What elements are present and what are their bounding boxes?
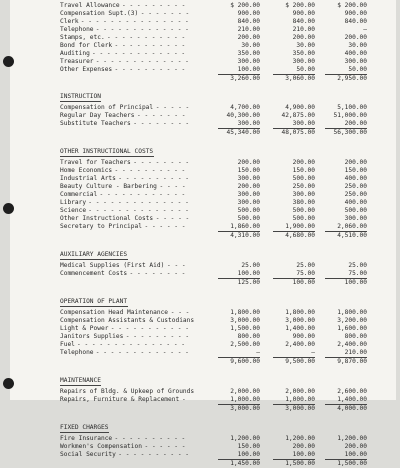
leader-dashes: - - - - - - - - <box>129 270 186 277</box>
row-amount: 1,500.00 <box>230 325 260 332</box>
row-amount: 800.00 <box>237 333 260 340</box>
budget-row <box>60 159 390 167</box>
leader-dashes: - - - - - - - - - <box>122 2 186 9</box>
row-amount: 3,000.00 <box>230 317 260 324</box>
row-label: Medical Supplies (First Aid) <box>60 262 165 269</box>
row-amount: 900.00 <box>344 10 367 17</box>
row-label: Travel for Teachers <box>60 159 131 166</box>
row-amount: 300.00 <box>292 58 315 65</box>
row-amount: 200.00 <box>237 183 260 190</box>
row-amount: 300.00 <box>344 58 367 65</box>
total-amount: 1,500.00 <box>337 460 367 467</box>
row-amount: 100.00 <box>237 451 260 458</box>
row-amount: 200.00 <box>344 34 367 41</box>
row-label: Regular Day Teachers <box>60 112 135 119</box>
row-amount: 500.00 <box>237 207 260 214</box>
budget-row <box>60 26 390 34</box>
row-label: Telephone <box>60 349 94 356</box>
leader-dashes: - - - - - - - - - - - <box>107 34 186 41</box>
leader-dashes: - - - - <box>159 183 186 190</box>
total-amount: 1,450.00 <box>230 460 260 467</box>
row-amount: 2,400.00 <box>337 341 367 348</box>
row-amount: 3,200.00 <box>337 317 367 324</box>
punch-hole-middle <box>3 203 14 214</box>
row-amount: 400.00 <box>344 50 367 57</box>
row-amount: 200.00 <box>344 120 367 127</box>
row-amount: 2,060.00 <box>337 223 367 230</box>
total-amount: 3,000.00 <box>285 405 315 412</box>
row-amount: 1,000.00 <box>230 396 260 403</box>
row-label: Library <box>60 199 87 206</box>
row-amount: 210.00 <box>237 26 260 33</box>
row-amount: 1,600.00 <box>337 325 367 332</box>
budget-row <box>60 333 390 341</box>
row-amount: 150.00 <box>237 167 260 174</box>
row-amount: 400.00 <box>344 199 367 206</box>
row-amount: 250.00 <box>344 183 367 190</box>
row-label: Repairs, Furniture & Replacement <box>60 396 180 403</box>
total-amount: 100.00 <box>292 279 315 286</box>
row-amount: 100.00 <box>237 270 260 277</box>
row-label: Secretary to Principal <box>60 223 142 230</box>
row-amount: — <box>256 349 260 356</box>
row-amount: $ 200.00 <box>230 2 260 9</box>
row-label: Fire Insurance <box>60 435 113 442</box>
budget-row <box>60 58 390 66</box>
budget-row <box>60 451 390 459</box>
row-amount: $ 200.00 <box>285 2 315 9</box>
total-amount: 56,300.00 <box>333 129 367 136</box>
row-label: Commercial <box>60 191 98 198</box>
row-amount: 1,200.00 <box>285 435 315 442</box>
leader-dashes: - - - - - - - - - - <box>118 451 190 458</box>
row-amount: $ 200.00 <box>337 2 367 9</box>
leader-dashes: - - - - - - <box>144 443 186 450</box>
row-label: Bond for Clerk <box>60 42 113 49</box>
budget-row <box>60 341 390 349</box>
budget-row <box>60 207 390 215</box>
row-amount: 42,875.00 <box>281 112 315 119</box>
total-amount: 4,680.00 <box>285 232 315 239</box>
row-amount: 1,800.00 <box>230 309 260 316</box>
row-amount: 2,000.00 <box>230 388 260 395</box>
budget-row <box>60 396 390 404</box>
leader-dashes: - - - - - - - - - - - - - <box>95 58 189 65</box>
row-amount: 75.00 <box>348 270 367 277</box>
row-amount: 500.00 <box>237 215 260 222</box>
row-amount: 1,800.00 <box>337 309 367 316</box>
row-amount: 300.00 <box>237 120 260 127</box>
leader-dashes: - - - - - <box>155 104 190 111</box>
budget-row <box>60 167 390 175</box>
leader-dashes: - - - - - <box>155 215 190 222</box>
row-amount: 2,600.00 <box>337 388 367 395</box>
row-label: Social Security <box>60 451 116 458</box>
total-amount: 4,000.00 <box>337 405 367 412</box>
section-heading-text: FIXED CHARGES <box>60 424 109 431</box>
heading-underline <box>60 385 101 386</box>
section-heading <box>60 251 390 259</box>
row-amount: 840.00 <box>292 18 315 25</box>
row-amount: 200.00 <box>344 443 367 450</box>
row-amount: 210.00 <box>344 349 367 356</box>
row-amount: 210.00 <box>292 26 315 33</box>
row-amount: 350.00 <box>292 50 315 57</box>
row-amount: 2,500.00 <box>230 341 260 348</box>
budget-row <box>60 104 390 112</box>
budget-row <box>60 191 390 199</box>
leader-dashes: - - - - - - - - - - - - - <box>95 349 189 356</box>
row-label: Beauty Culture - Barbering <box>60 183 157 190</box>
row-label: Light & Power <box>60 325 109 332</box>
leader-dashes: - - - - - - - - - - <box>118 175 190 182</box>
row-amount: 51,000.00 <box>333 112 367 119</box>
leader-dashes: - - - - - - - - - - <box>114 42 186 49</box>
budget-row <box>60 262 390 270</box>
row-amount: 900.00 <box>237 10 260 17</box>
total-amount: 9,500.00 <box>285 358 315 365</box>
row-amount: 800.00 <box>344 333 367 340</box>
section-total <box>60 405 390 413</box>
budget-row <box>60 270 390 278</box>
leader-dashes: - - - - - - - - <box>133 120 190 127</box>
row-amount: 30.00 <box>348 42 367 49</box>
leader-dashes: - - - - - - - - - - - - <box>99 191 186 198</box>
row-label: Travel Allowance <box>60 2 120 9</box>
row-amount: 150.00 <box>237 443 260 450</box>
budget-row <box>60 388 390 396</box>
leader-dashes: - - - - - - - - - - <box>114 66 186 73</box>
total-amount: 3,060.00 <box>285 75 315 82</box>
row-label: Compensation Assistants & Custodians <box>60 317 195 324</box>
budget-row <box>60 10 390 18</box>
row-amount: 300.00 <box>292 191 315 198</box>
row-amount: 3,000.00 <box>285 317 315 324</box>
heading-underline <box>60 306 128 307</box>
leader-dashes: - - - - - - - - - - - - - <box>92 50 186 57</box>
row-amount: 50.00 <box>296 66 315 73</box>
leader-dashes: - - - - - - - - <box>133 159 190 166</box>
row-amount: 4,700.00 <box>230 104 260 111</box>
row-label: Telephone <box>60 26 94 33</box>
total-amount: 3,260.00 <box>230 75 260 82</box>
budget-row <box>60 175 390 183</box>
budget-page <box>10 0 396 467</box>
section-heading <box>60 377 390 385</box>
section-total <box>60 75 390 83</box>
leader-dashes: - - - - - - - - - <box>125 333 190 340</box>
row-amount: 350.00 <box>237 50 260 57</box>
row-amount: 1,800.00 <box>285 309 315 316</box>
row-label: Treasurer <box>60 58 94 65</box>
section-total <box>60 279 390 287</box>
row-amount: 200.00 <box>292 159 315 166</box>
row-amount: 150.00 <box>292 167 315 174</box>
row-amount: 25.00 <box>241 262 260 269</box>
row-amount: 200.00 <box>292 443 315 450</box>
row-amount: 400.00 <box>344 175 367 182</box>
total-amount: 3,000.00 <box>230 405 260 412</box>
row-amount: — <box>311 349 315 356</box>
leader-dashes: - - - - - - - - - - <box>114 167 186 174</box>
budget-row <box>60 50 390 58</box>
heading-underline <box>60 156 154 157</box>
row-amount: 500.00 <box>292 215 315 222</box>
row-amount: 300.00 <box>237 199 260 206</box>
row-amount: 1,900.00 <box>285 223 315 230</box>
punch-hole-top <box>3 56 14 67</box>
row-label: Substitute Teachers <box>60 120 131 127</box>
budget-row <box>60 2 390 10</box>
total-amount: 9,600.00 <box>230 358 260 365</box>
budget-row <box>60 325 390 333</box>
row-amount: 300.00 <box>237 175 260 182</box>
total-amount: 45,340.00 <box>226 129 260 136</box>
row-label: Other Expenses <box>60 66 113 73</box>
row-amount: 30.00 <box>296 42 315 49</box>
total-amount: 4,510.00 <box>337 232 367 239</box>
leader-dashes: - - - <box>167 262 186 269</box>
row-amount: 1,860.00 <box>230 223 260 230</box>
section-heading-text: AUXILIARY AGENCIES <box>60 251 128 258</box>
row-amount: 100.00 <box>344 451 367 458</box>
leader-dashes: - - - <box>170 309 190 316</box>
row-label: Auditing <box>60 50 90 57</box>
row-amount: 2,400.00 <box>285 341 315 348</box>
row-amount: 200.00 <box>237 34 260 41</box>
heading-underline <box>60 432 109 433</box>
row-amount: 1,000.00 <box>285 396 315 403</box>
row-amount: 300.00 <box>292 120 315 127</box>
leader-dashes: - - - - - - - - - - - - - <box>95 26 189 33</box>
leader-dashes: - - - - - - - - - - <box>114 435 186 442</box>
row-label: Stamps, etc. <box>60 34 105 41</box>
leader-dashes: - - - - - - - - - - - - - - <box>88 199 189 206</box>
row-amount: 380.00 <box>292 199 315 206</box>
row-amount: 4,900.00 <box>285 104 315 111</box>
row-amount: — <box>363 26 367 33</box>
row-amount: 500.00 <box>292 175 315 182</box>
row-label: Industrial Arts <box>60 175 116 182</box>
section-heading <box>60 93 390 101</box>
row-amount: 25.00 <box>348 262 367 269</box>
section-heading <box>60 298 390 306</box>
budget-row <box>60 66 390 74</box>
section-heading <box>60 424 390 432</box>
row-amount: 5,100.00 <box>337 104 367 111</box>
section-heading-text: MAINTENANCE <box>60 377 101 384</box>
section-heading <box>60 148 390 156</box>
leader-dashes: - - - - - - - <box>140 10 190 17</box>
row-amount: 75.00 <box>296 270 315 277</box>
row-label: Compensation Supt.(3) <box>60 10 139 17</box>
total-amount: 100.00 <box>344 279 367 286</box>
section-total <box>60 129 390 137</box>
row-amount: 100.00 <box>292 451 315 458</box>
row-amount: 40,300.00 <box>226 112 260 119</box>
row-label: Science <box>60 207 87 214</box>
leader-dashes: - - - - - - <box>144 223 186 230</box>
row-amount: 50.00 <box>348 66 367 73</box>
section-heading-text: INSTRUCTION <box>60 93 101 100</box>
budget-row <box>60 349 390 357</box>
section-heading-text: OPERATION OF PLANT <box>60 298 128 305</box>
leader-dashes: - - - - - - - - - - - - - - <box>88 207 189 214</box>
row-amount: 840.00 <box>344 18 367 25</box>
heading-underline <box>60 101 101 102</box>
section-total <box>60 460 390 468</box>
row-amount: 900.00 <box>292 333 315 340</box>
row-amount: 300.00 <box>344 215 367 222</box>
row-amount: 25.00 <box>296 262 315 269</box>
budget-row <box>60 317 390 325</box>
budget-row <box>60 443 390 451</box>
row-amount: 2,000.00 <box>285 388 315 395</box>
row-amount: 900.00 <box>292 10 315 17</box>
budget-row <box>60 215 390 223</box>
leader-dashes: - - - - - - - - - - - - - - - <box>77 341 186 348</box>
row-amount: 200.00 <box>344 159 367 166</box>
leader-dashes: - - - - - - - <box>137 112 186 119</box>
budget-row <box>60 120 390 128</box>
total-amount: 48,075.00 <box>281 129 315 136</box>
row-amount: 150.00 <box>344 167 367 174</box>
budget-row <box>60 34 390 42</box>
budget-row <box>60 42 390 50</box>
total-amount: 4,310.00 <box>230 232 260 239</box>
heading-underline <box>60 259 128 260</box>
budget-row <box>60 112 390 120</box>
budget-row <box>60 309 390 317</box>
row-amount: 30.00 <box>241 42 260 49</box>
punch-hole-bottom <box>3 378 14 389</box>
leader-dashes: - <box>182 396 186 403</box>
row-label: Clerk <box>60 18 79 25</box>
section-heading-text: OTHER INSTRUCTIONAL COSTS <box>60 148 154 155</box>
row-amount: 300.00 <box>237 58 260 65</box>
row-label: Repairs of Bldg. & Upkeep of Grounds <box>60 388 195 395</box>
row-amount: 200.00 <box>292 34 315 41</box>
section-total <box>60 358 390 366</box>
row-amount: 100.00 <box>237 66 260 73</box>
total-amount: 125.00 <box>237 279 260 286</box>
row-amount: 840.00 <box>237 18 260 25</box>
row-label: Janitors Supplies <box>60 333 124 340</box>
row-amount: 500.00 <box>344 207 367 214</box>
leader-dashes: - - - - - - - - - - - - - - - <box>80 18 189 25</box>
row-amount: 1,400.00 <box>285 325 315 332</box>
row-label: Compensation of Principal <box>60 104 154 111</box>
row-amount: 250.00 <box>292 183 315 190</box>
row-amount: 200.00 <box>237 159 260 166</box>
budget-row <box>60 199 390 207</box>
section-total <box>60 232 390 240</box>
leader-dashes: - - - - - - - - - - - <box>110 325 189 332</box>
row-amount: 1,400.00 <box>337 396 367 403</box>
row-label: Fuel <box>60 341 75 348</box>
row-label: Compensation Head Maintenance <box>60 309 169 316</box>
row-label: Commencement Costs <box>60 270 128 277</box>
total-amount: 2,950.00 <box>337 75 367 82</box>
row-amount: 1,200.00 <box>230 435 260 442</box>
row-label: Other Instructional Costs <box>60 215 154 222</box>
row-label: Home Economics <box>60 167 113 174</box>
budget-row <box>60 223 390 231</box>
total-amount: 1,500.00 <box>285 460 315 467</box>
row-amount: 500.00 <box>292 207 315 214</box>
row-amount: 300.00 <box>237 191 260 198</box>
budget-row <box>60 183 390 191</box>
total-amount: 9,870.00 <box>337 358 367 365</box>
budget-row <box>60 435 390 443</box>
row-label: Workmen's Compensation <box>60 443 142 450</box>
budget-row <box>60 18 390 26</box>
row-amount: 250.00 <box>344 191 367 198</box>
row-amount: 1,200.00 <box>337 435 367 442</box>
